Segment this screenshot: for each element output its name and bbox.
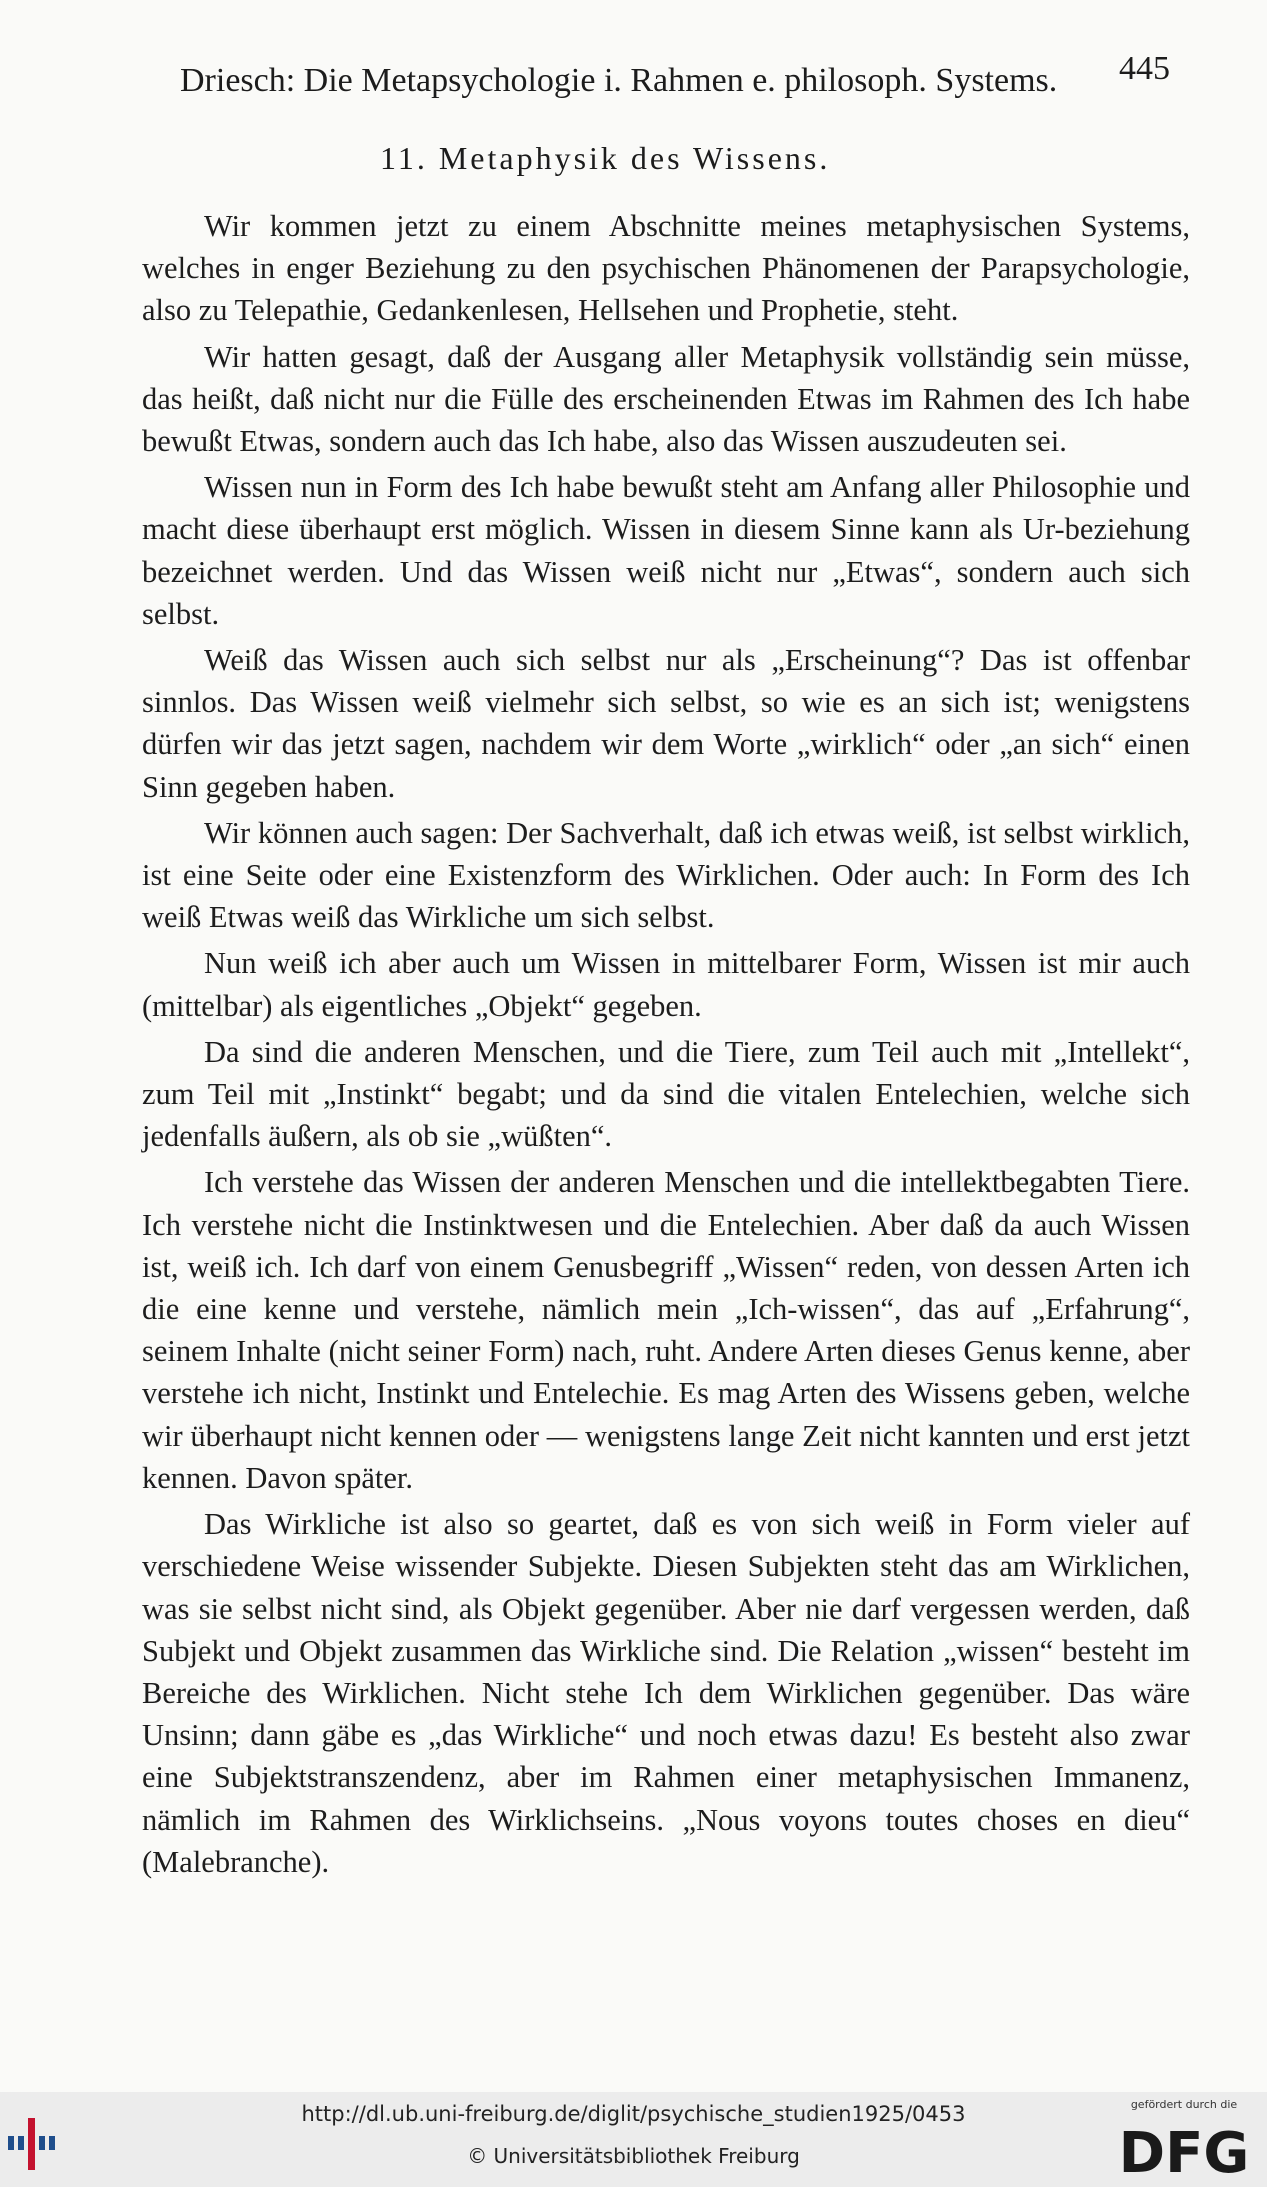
paragraph: Ich verstehe das Wissen der anderen Menschen und die intellektbegabten Tiere. Ich verstehe nicht die Instinktwesen und die Entelechien. Aber daß da auch Wissen ist, weiß ich. Ich darf von einem Genusbegriff „Wissen“ reden, von dessen Arten ich die eine kenne und verstehe, nämlich mein „Ich-wissen“, das auf „Erfahrung“, seinem Inhalte (nicht seiner Form) nach, ruht. Andere Arten dieses Genus kenne, aber verstehe ich nicht, Instinkt und Entelechie. Es mag Arten des Wissens geben, welche wir überhaupt nicht kennen oder — wenigstens lange Zeit nicht kannten und erst jetzt kennen. Davon später. xyxy=(142,1165,1190,1495)
svg-text:DFG: DFG xyxy=(1118,2121,1250,2180)
paragraph: Wir kommen jetzt zu einem Abschnitte meines metaphysischen Systems, welches in enger Beziehung zu den psychischen Phänomenen der Parapsychologie, also zu Telepathie, Gedankenlesen, Hellsehen und Prophetie, steht. xyxy=(142,209,1190,328)
permalink-link[interactable]: http://dl.ub.uni-freiburg.de/diglit/psychische_studien1925/0453 xyxy=(301,2102,966,2126)
paragraph: Wir können auch sagen: Der Sachverhalt, daß ich etwas weiß, ist selbst wirklich, ist eine Seite oder eine Existenzform des Wirklichen. Oder auch: In Form des Ich weiß Etwas weiß das Wirkliche um sich selbst. xyxy=(142,815,1190,935)
running-head xyxy=(180,50,1170,110)
paragraph: Das Wirkliche ist also so geartet, daß es von sich weiß in Form vieler auf verschiedene Weise wissender Subjekte. Diesen Subjekten steht das am Wirklichen, was sie selbst nicht sind, als Objekt gegenüber. Aber nie darf vergessen werden, daß Subjekt und Objekt zusammen das Wirkliche sind. Die Relation „wissen“ besteht im Bereiche des Wirklichen. Nicht stehe Ich dem Wirklichen gegenüber. Das wäre Unsinn; dann gäbe es „das Wirkliche“ und noch etwas dazu! Es besteht also zwar eine Subjektstranszendenz, aber im Rahmen einer metaphysischen Immanenz, nämlich im Rahmen des Wirklichseins. „Nous voyons toutes choses en dieu“ (Malebranche). xyxy=(142,1507,1190,1879)
page-number: 445 xyxy=(1119,50,1170,87)
paragraph: Wir hatten gesagt, daß der Ausgang aller Metaphysik vollständig sein müsse, das heißt, daß nicht nur die Fülle des erscheinenden Etwas im Rahmen des Ich habe bewußt Etwas, sondern auch das Ich habe, also das Wissen auszudeuten sei. xyxy=(142,339,1190,459)
copyright-notice: © Universitätsbibliothek Freiburg xyxy=(467,2144,800,2168)
funder-caption: gefördert durch die xyxy=(1130,2098,1238,2111)
dfg-logo-icon xyxy=(1113,2118,1255,2180)
running-head-title: Driesch: Die Metapsychologie i. Rahmen e. philosoph. Systems. xyxy=(180,62,1058,99)
section-heading: 11. Metaphysik des Wissens. xyxy=(380,140,831,176)
body-text xyxy=(142,205,1190,1887)
paragraph: Wissen nun in Form des Ich habe bewußt steht am Anfang aller Philosophie und macht diese überhaupt erst möglich. Wissen in diesem Sinne kann als Ur-beziehung bezeichnet werden. Und das Wissen weiß nicht nur „Etwas“, sondern auch sich selbst. xyxy=(142,470,1190,631)
paragraph: Weiß das Wissen auch sich selbst nur als „Erscheinung“? Das ist offenbar sinnlos. Das Wissen weiß vielmehr sich selbst, so wie es an sich ist; wenigstens dürfen wir das jetzt sagen, nachdem wir dem Worte „wirklich“ oder „an sich“ einen Sinn gegeben haben. xyxy=(142,643,1190,804)
paragraph: Da sind die anderen Menschen, und die Tiere, zum Teil auch mit „Intellekt“, zum Teil mit „Instinkt“ begabt; und da sind die vitalen Entelechien, welche sich jedenfalls äußern, als ob sie „wüßten“. xyxy=(142,1034,1190,1154)
viewer-footer xyxy=(0,2092,1267,2187)
paragraph: Nun weiß ich aber auch um Wissen in mittelbarer Form, Wissen ist mir auch (mittelbar) als eigentliches „Objekt“ gegeben. xyxy=(142,946,1190,1023)
funder-badge xyxy=(1109,2096,1259,2184)
